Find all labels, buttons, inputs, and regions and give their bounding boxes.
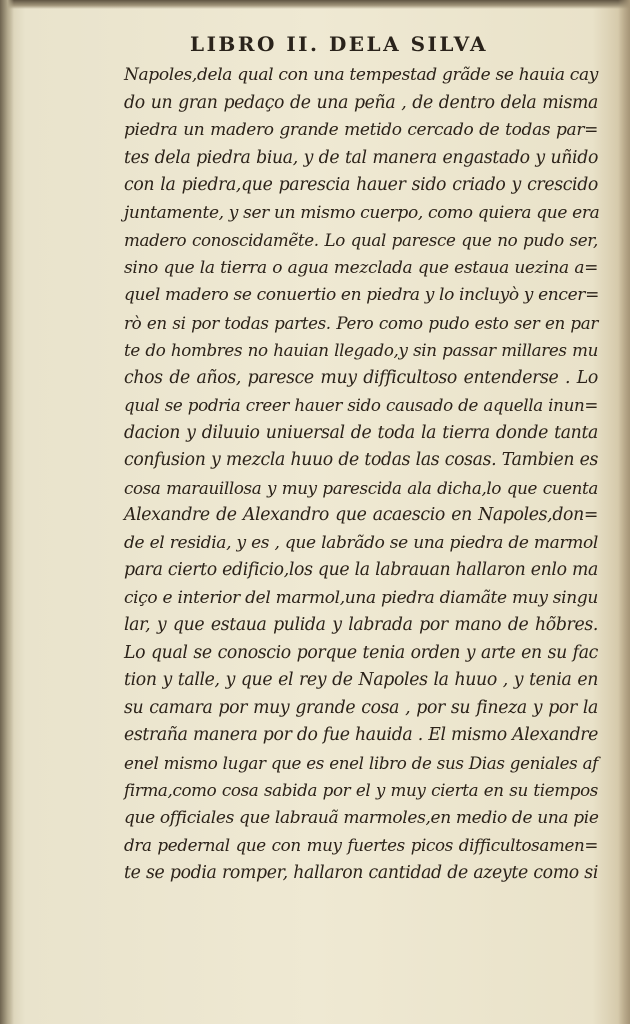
text-line: qual se podria creer hauer sido causado de aquella inun= (124, 395, 598, 415)
text-line: estraña manera por do fue hauida . El mismo Alexandre (124, 725, 598, 745)
show-through-mark (142, 36, 150, 56)
running-head: LIBRO II. DELA SILVA (190, 32, 489, 56)
text-line: confusion y mezcla huuo de todas las cosas. Tambien es (124, 450, 598, 470)
text-line: Alexandre de Alexandro que acaescio en Napoles,don= (124, 505, 598, 525)
text-line: tion y talle, y que el rey de Napoles la huuo , y tenia en (124, 670, 598, 690)
text-line: piedra un madero grande metido cercado de todas par= (124, 120, 598, 140)
text-line: chos de años, paresce muy difficultoso entenderse . Lo (124, 367, 598, 388)
text-line: rò en si por todas partes. Pero como pudo esto ser en par (124, 312, 598, 333)
body-text (124, 62, 598, 887)
text-line: de el residia, y es , que labrãdo se una piedra de marmol (124, 532, 598, 553)
text-line: juntamente, y ser un mismo cuerpo, como quiera que era (124, 202, 600, 223)
text-line: dra pedernal que con muy fuertes picos difficultosamen= (124, 835, 598, 855)
text-line: Napoles,dela qual con una tempestad grãde se hauia cay (124, 65, 598, 85)
text-line: do un gran pedaço de una peña , de dentro dela misma (124, 92, 598, 113)
text-line: sino que la tierra o agua mezclada que estaua uezina a= (124, 257, 598, 278)
text-line: que officiales que labrauã marmoles,en medio de una pie (124, 807, 599, 828)
text-line: te se podia romper, hallaron cantidad de azeyte como si (124, 862, 598, 883)
text-line: madero conoscidamẽte. Lo qual paresce que no pudo ser, (124, 230, 598, 250)
text-line: con la piedra,que parescia hauer sido criado y crescido (124, 175, 598, 195)
text-line: para cierto edificio,los que la labrauan hallaron enlo ma (124, 560, 598, 580)
page-top-edge (0, 0, 630, 9)
text-line: cosa marauillosa y muy parescida ala dicha,lo que cuenta (124, 477, 598, 498)
text-line: te do hombres no hauian llegado,y sin passar millares mu (124, 340, 598, 360)
text-line: firma,como cosa sabida por el y muy cierta en su tiempos (124, 780, 598, 800)
text-line: tes dela piedra biua, y de tal manera engastado y uñido (124, 147, 598, 168)
text-line: quel madero se conuertio en piedra y lo incluyò y encer= (124, 285, 599, 305)
text-line: su camara por muy grande cosa , por su fineza y por la (124, 697, 598, 718)
page-gutter-shadow (0, 0, 14, 1024)
show-through-bleed (180, 888, 188, 904)
text-line: ciço e interior del marmol,una piedra diamãte muy singu (124, 587, 598, 608)
page-right-edge (618, 0, 630, 1024)
text-line: enel mismo lugar que es enel libro de sus Dias geniales af (124, 752, 598, 773)
text-line: lar, y que estaua pulida y labrada por mano de hõbres. (124, 615, 598, 635)
text-line: dacion y diluuio uniuersal de toda la tierra donde tanta (124, 422, 598, 443)
text-line: Lo qual se conoscio porque tenia orden y arte en su fac (124, 642, 598, 663)
